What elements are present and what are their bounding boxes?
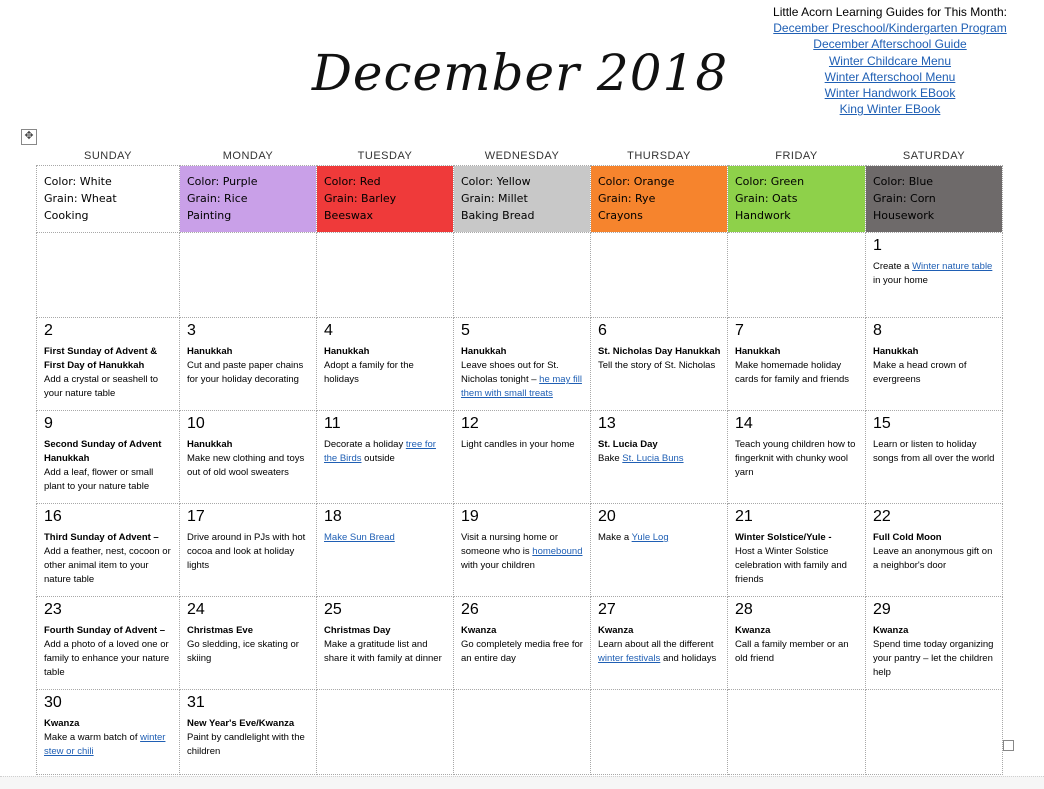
day-number: 25 <box>324 601 342 618</box>
weekday-header-row <box>37 146 1003 166</box>
day-activity <box>735 359 859 387</box>
theme-activity: Crayons <box>598 209 643 222</box>
day-cell[interactable] <box>454 318 591 411</box>
guide-link-preschool[interactable]: December Preschool/Kindergarten Program <box>773 21 1007 36</box>
activity-link[interactable]: homebound <box>532 546 583 557</box>
page-bottom-edge <box>0 776 1044 789</box>
day-event-title: Hanukkah <box>735 346 781 357</box>
day-activity <box>187 731 310 759</box>
day-number: 10 <box>187 415 205 432</box>
day-cell[interactable] <box>866 318 1003 411</box>
day-activity <box>461 638 584 666</box>
activity-text: Make a head crown of evergreens <box>873 360 967 385</box>
activity-text: Go completely media free for an entire day <box>461 639 583 664</box>
activity-text: and holidays <box>660 653 717 664</box>
theme-color: Color: Orange <box>598 175 675 188</box>
theme-grain: Grain: Rye <box>598 192 656 205</box>
day-number: 30 <box>44 694 62 711</box>
day-activity <box>44 638 173 680</box>
day-event-title: Hanukkah <box>461 346 507 357</box>
theme-grain: Grain: Wheat <box>44 192 117 205</box>
day-cell[interactable] <box>728 318 866 411</box>
day-cell[interactable] <box>866 504 1003 597</box>
day-event-title: Kwanza <box>735 625 771 636</box>
activity-text: Cut and paste paper chains for your holiday decorating <box>187 360 304 385</box>
activity-link[interactable]: Winter nature table <box>912 261 993 272</box>
table-resize-handle[interactable] <box>1003 740 1014 751</box>
week-row <box>37 504 1003 597</box>
day-cell[interactable] <box>317 597 454 690</box>
activity-text: Make a <box>598 532 632 543</box>
day-activity <box>324 359 447 387</box>
theme-activity: Housework <box>873 209 935 222</box>
week-row <box>37 318 1003 411</box>
day-cell[interactable] <box>180 504 317 597</box>
activity-text: Create a <box>873 261 913 272</box>
day-number: 22 <box>873 508 891 525</box>
day-activity <box>598 359 721 373</box>
day-event-title: Kwanza <box>44 718 80 729</box>
day-number: 27 <box>598 601 616 618</box>
theme-color: Color: Red <box>324 175 381 188</box>
day-number: 15 <box>873 415 891 432</box>
activity-link[interactable]: winter festivals <box>598 653 661 664</box>
theme-color: Color: Green <box>735 175 805 188</box>
empty-day-cell[interactable] <box>37 233 180 318</box>
week-row <box>37 690 1003 775</box>
activity-text: Leave shoes out for St. Nicholas tonight – <box>461 360 559 385</box>
day-activity <box>461 531 584 573</box>
weekday-monday: MONDAY <box>222 149 274 162</box>
activity-text: Make a gratitude list and share it with family at dinner <box>324 639 442 664</box>
day-number: 18 <box>324 508 342 525</box>
day-number: 6 <box>598 322 607 339</box>
guide-link-afterschool-menu[interactable]: Winter Afterschool Menu <box>824 69 956 84</box>
theme-cell <box>37 166 180 233</box>
day-cell[interactable] <box>317 411 454 504</box>
activity-link[interactable]: tree for the Birds <box>324 439 436 464</box>
day-number: 19 <box>461 508 479 525</box>
day-activity <box>187 359 310 387</box>
day-number: 9 <box>44 415 53 432</box>
activity-text: Bake <box>598 453 623 464</box>
day-activity <box>873 359 996 387</box>
activity-text: Add a photo of a loved one or family to enhance your nature table <box>44 639 170 678</box>
day-cell[interactable] <box>37 690 180 775</box>
day-event-title: Full Cold Moon <box>873 532 942 543</box>
day-activity <box>461 359 584 401</box>
day-activity <box>187 531 310 573</box>
day-event-title: Hanukkah <box>873 346 919 357</box>
day-event-title: Kwanza <box>461 625 497 636</box>
day-activity <box>735 545 859 587</box>
theme-cell <box>728 166 866 233</box>
weekday-tuesday: TUESDAY <box>357 149 413 162</box>
day-number: 12 <box>461 415 479 432</box>
day-event-title: St. Nicholas Day Hanukkah <box>598 346 721 357</box>
theme-color: Color: Blue <box>873 175 934 188</box>
day-number: 2 <box>44 322 53 339</box>
day-event-title: Fourth Sunday of Advent – <box>44 625 166 636</box>
theme-color: Color: Purple <box>187 175 258 188</box>
activity-text: Paint by candlelight with the children <box>187 732 305 757</box>
theme-cell <box>866 166 1003 233</box>
activity-text: Tell the story of St. Nicholas <box>598 360 716 371</box>
day-number: 24 <box>187 601 205 618</box>
table-move-handle-icon[interactable]: ✥ <box>21 129 37 145</box>
weekday-friday: FRIDAY <box>775 149 818 162</box>
day-number: 31 <box>187 694 205 711</box>
day-activity <box>873 438 996 466</box>
theme-grain: Grain: Barley <box>324 192 397 205</box>
theme-grain: Grain: Millet <box>461 192 528 205</box>
week-row <box>37 233 1003 318</box>
weekday-wednesday: WEDNESDAY <box>484 149 560 162</box>
guide-link-childcare-menu[interactable]: Winter Childcare Menu <box>828 53 952 68</box>
learning-guides-box <box>740 4 1040 117</box>
day-number: 1 <box>873 237 882 254</box>
day-number: 13 <box>598 415 616 432</box>
theme-cell <box>454 166 591 233</box>
day-activity <box>324 531 447 545</box>
theme-cell <box>317 166 454 233</box>
empty-day-cell[interactable] <box>454 233 591 318</box>
day-number: 8 <box>873 322 882 339</box>
day-activity <box>44 373 173 401</box>
day-event-title: Kwanza <box>873 625 909 636</box>
day-activity <box>187 452 310 480</box>
day-cell[interactable] <box>454 411 591 504</box>
day-number: 14 <box>735 415 753 432</box>
day-activity <box>873 638 996 680</box>
day-cell[interactable] <box>591 318 728 411</box>
day-cell[interactable] <box>591 411 728 504</box>
day-number: 7 <box>735 322 744 339</box>
activity-text: Make homemade holiday cards for family and friends <box>735 360 850 385</box>
day-number: 28 <box>735 601 753 618</box>
activity-text: Add a crystal or seashell to your nature table <box>44 374 159 399</box>
day-number: 20 <box>598 508 616 525</box>
empty-day-cell[interactable] <box>180 233 317 318</box>
day-event-title: Second Sunday of Advent Hanukkah <box>44 439 162 464</box>
theme-activity: Beeswax <box>324 209 374 222</box>
theme-activity: Cooking <box>44 209 89 222</box>
theme-grain: Grain: Rice <box>187 192 248 205</box>
theme-activity: Baking Bread <box>461 209 535 222</box>
day-cell[interactable] <box>866 597 1003 690</box>
day-number: 5 <box>461 322 470 339</box>
day-activity <box>873 545 996 573</box>
page-title: December 2018 <box>311 44 729 102</box>
activity-text: with your children <box>461 560 535 571</box>
day-activity <box>873 260 996 288</box>
theme-activity: Handwork <box>735 209 791 222</box>
activity-text: Leave an anonymous gift on a neighbor's door <box>873 546 993 571</box>
day-event-title: Hanukkah <box>187 439 233 450</box>
activity-text: Make a warm batch of <box>44 732 141 743</box>
activity-text: outside <box>361 453 395 464</box>
day-cell[interactable] <box>317 318 454 411</box>
activity-text: Add a leaf, flower or small plant to your nature table <box>44 467 154 492</box>
day-number: 23 <box>44 601 62 618</box>
day-number: 16 <box>44 508 62 525</box>
activity-text: Call a family member or an old friend <box>735 639 849 664</box>
day-cell[interactable] <box>37 411 180 504</box>
activity-text: Host a Winter Solstice celebration with family and friends <box>735 546 847 585</box>
empty-day-cell[interactable] <box>317 690 454 775</box>
day-event-title: Christmas Eve <box>187 625 254 636</box>
empty-day-cell[interactable] <box>454 690 591 775</box>
activity-text: Go sledding, ice skating or skiing <box>187 639 299 664</box>
guides-header: Little Acorn Learning Guides for This Month: <box>773 5 1007 19</box>
day-activity <box>187 638 310 666</box>
day-number: 29 <box>873 601 891 618</box>
activity-text: Learn about all the different <box>598 639 714 650</box>
day-cell[interactable] <box>591 504 728 597</box>
day-event-title: First Sunday of Advent & First Day of Hanukkah <box>44 346 158 371</box>
theme-color: Color: White <box>44 175 112 188</box>
activity-link[interactable]: Make Sun Bread <box>324 532 395 543</box>
day-number: 21 <box>735 508 753 525</box>
day-number: 11 <box>324 415 341 432</box>
activity-text: Spend time today organizing your pantry – let the children help <box>873 639 994 678</box>
calendar-table <box>36 146 1003 775</box>
week-row <box>37 597 1003 690</box>
day-cell[interactable] <box>180 318 317 411</box>
day-cell[interactable] <box>728 597 866 690</box>
empty-day-cell[interactable] <box>591 690 728 775</box>
day-cell[interactable] <box>37 597 180 690</box>
empty-day-cell[interactable] <box>866 690 1003 775</box>
empty-day-cell[interactable] <box>728 233 866 318</box>
day-cell[interactable] <box>728 411 866 504</box>
day-cell[interactable] <box>180 597 317 690</box>
day-event-title: Hanukkah <box>187 346 233 357</box>
day-activity <box>735 638 859 666</box>
day-cell[interactable] <box>37 318 180 411</box>
day-cell[interactable] <box>591 597 728 690</box>
activity-text: Decorate a holiday <box>324 439 406 450</box>
activity-text: in your home <box>873 275 928 286</box>
theme-cell <box>180 166 317 233</box>
day-event-title: New Year's Eve/Kwanza <box>187 718 295 729</box>
theme-row <box>37 166 1003 233</box>
activity-text: Learn or listen to holiday songs from all over the world <box>873 439 995 464</box>
day-activity <box>735 438 859 480</box>
day-cell[interactable] <box>454 597 591 690</box>
day-activity <box>461 438 584 452</box>
day-cell[interactable] <box>728 504 866 597</box>
activity-text: Light candles in your home <box>461 439 575 450</box>
day-cell[interactable] <box>180 690 317 775</box>
empty-day-cell[interactable] <box>728 690 866 775</box>
day-event-title: Hanukkah <box>324 346 370 357</box>
day-number: 26 <box>461 601 479 618</box>
day-activity <box>598 452 721 466</box>
day-number: 17 <box>187 508 205 525</box>
day-activity <box>324 438 447 466</box>
day-cell[interactable] <box>317 504 454 597</box>
day-number: 3 <box>187 322 196 339</box>
day-cell[interactable] <box>866 233 1003 318</box>
theme-color: Color: Yellow <box>461 175 531 188</box>
day-activity <box>598 531 721 545</box>
activity-text: Make new clothing and toys out of old wool sweaters <box>187 453 305 478</box>
activity-link[interactable]: Yule Log <box>631 532 669 543</box>
activity-link[interactable]: winter stew or chili <box>44 732 166 757</box>
day-activity <box>598 638 721 666</box>
activity-link[interactable]: he may fill them with small treats <box>461 374 582 399</box>
day-number: 4 <box>324 322 333 339</box>
day-event-title: Winter Solstice/Yule - <box>735 532 832 543</box>
activity-text: Add a feather, nest, cocoon or other animal item to your nature table <box>44 546 171 585</box>
guide-link-afterschool-guide[interactable]: December Afterschool Guide <box>813 37 967 52</box>
day-activity <box>324 638 447 666</box>
weekday-sunday: SUNDAY <box>83 149 133 162</box>
weekday-saturday: SATURDAY <box>902 149 966 162</box>
day-cell[interactable] <box>180 411 317 504</box>
guide-link-king-winter-ebook[interactable]: King Winter EBook <box>839 102 941 117</box>
activity-link[interactable]: St. Lucia Buns <box>622 453 684 464</box>
theme-grain: Grain: Corn <box>873 192 936 205</box>
activity-text: Teach young children how to fingerknit with chunky wool yarn <box>735 439 856 478</box>
day-event-title: Third Sunday of Advent – <box>44 532 159 543</box>
week-row <box>37 411 1003 504</box>
guide-link-handwork-ebook[interactable]: Winter Handwork EBook <box>824 86 956 101</box>
day-activity <box>44 731 173 759</box>
activity-text: Visit a nursing home or someone who is <box>461 532 558 557</box>
theme-grain: Grain: Oats <box>735 192 798 205</box>
day-cell[interactable] <box>866 411 1003 504</box>
day-event-title: St. Lucia Day <box>598 439 658 450</box>
activity-text: Drive around in PJs with hot cocoa and look at holiday lights <box>187 532 306 571</box>
day-cell[interactable] <box>454 504 591 597</box>
empty-day-cell[interactable] <box>591 233 728 318</box>
day-activity <box>44 545 173 587</box>
theme-cell <box>591 166 728 233</box>
day-event-title: Christmas Day <box>324 625 391 636</box>
empty-day-cell[interactable] <box>317 233 454 318</box>
day-activity <box>44 466 173 494</box>
theme-activity: Painting <box>187 209 232 222</box>
activity-text: Adopt a family for the holidays <box>324 360 414 385</box>
weekday-thursday: THURSDAY <box>627 149 691 162</box>
day-event-title: Kwanza <box>598 625 634 636</box>
day-cell[interactable] <box>37 504 180 597</box>
